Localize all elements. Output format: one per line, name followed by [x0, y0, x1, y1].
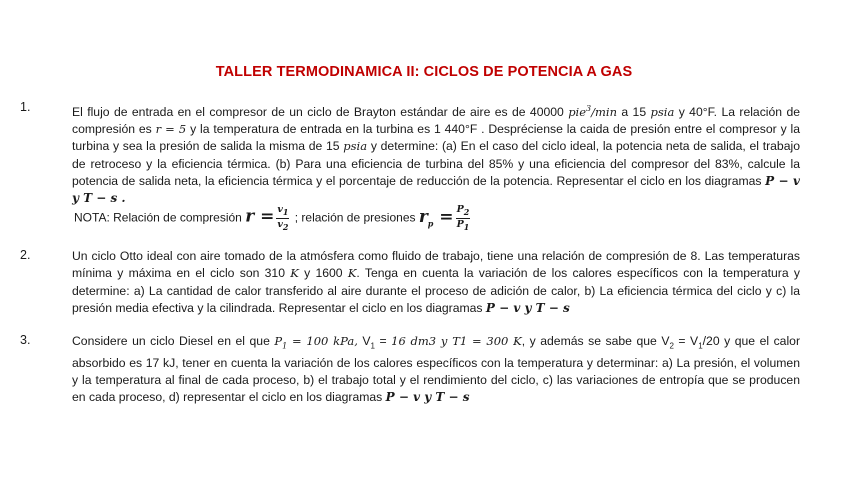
- pressure-ratio-fraction: $\frac{P_2}{P_1}$: [456, 204, 470, 232]
- problem-number: 3.: [20, 333, 31, 347]
- problem-text: Considere un ciclo Diesel en el que $P_1 = 100$ kPa, $V_1 = 16$ dm3 y T1 = 300 K, y además se sabe que $V_2 = V_1/20$ y que el calor absorbido es 17 kJ, tener en cuenta la variación de los calores específicos con la temperatura y determinar: a) La presión, el volumen y la temperatura al final de cada proceso, b) el trabajo total y el rendimiento del ciclo, c) las variaciones de entropía que se producen en cada proceso, d) representar el ciclo en los diagramas P − v y T − s: [72, 334, 801, 405]
- compression-ratio-fraction: $\frac{v_1}{v_2}$: [277, 204, 289, 232]
- note: NOTA: Relación de compresión r = $\frac{v_1}{v_2}$ ; relación de presiones $r_p$ = $\frac{P_2}{P_1}$: [74, 204, 470, 232]
- problem-text: Un ciclo Otto ideal con aire tomado de la atmósfera como fluido de trabajo, tiene una relación de compresión de 8. Las temperaturas mínima y máxima en el ciclo son 310 K y 1600 K. Tenga en cuenta la variación de los calores específicos con la temperatura y determine: a) La cantidad de calor transferido al aire durante el proceso de adición de calor, b) La eficiencia térmica del ciclo y c) la presión media efectiva y la cilindrada. Representar el ciclo en los diagramas P − v y T − s: [72, 249, 800, 315]
- problem-number: 1.: [20, 100, 31, 114]
- diagram-labels: P − v y T − s: [385, 390, 470, 405]
- problem-text: El flujo de entrada en el compresor de un ciclo de Brayton estándar de aire es de 40000 pie$^3$/min a 15 psia y 40°F. La relación de compresión es r = 5 y la temperatura de entrada en la turbina es 1 440°F . Despréciense la caida de presión entre el compresor y la turbina y sea la presión de salida la misma de 15 psia y determine: (a) En el caso del ciclo ideal, la potencia neta de salida, el trabajo de retroceso y la eficiencia térmica. (b) Para una eficiencia de turbina del 85% y una eficiencia del compresor del 83%, calcule la potencia de salida neta, la eficiencia térmica y el porcentaje de reducción de la potencia. Representar el ciclo en los diagramas P − v y T − s .: [72, 104, 800, 206]
- diagram-labels: P − v y T − s .: [72, 174, 800, 206]
- problem-number: 2.: [20, 248, 31, 262]
- document-title: TALLER TERMODINAMICA II: CICLOS DE POTENCIA A GAS: [215, 64, 633, 80]
- diagram-labels: P − v y T − s: [485, 300, 570, 315]
